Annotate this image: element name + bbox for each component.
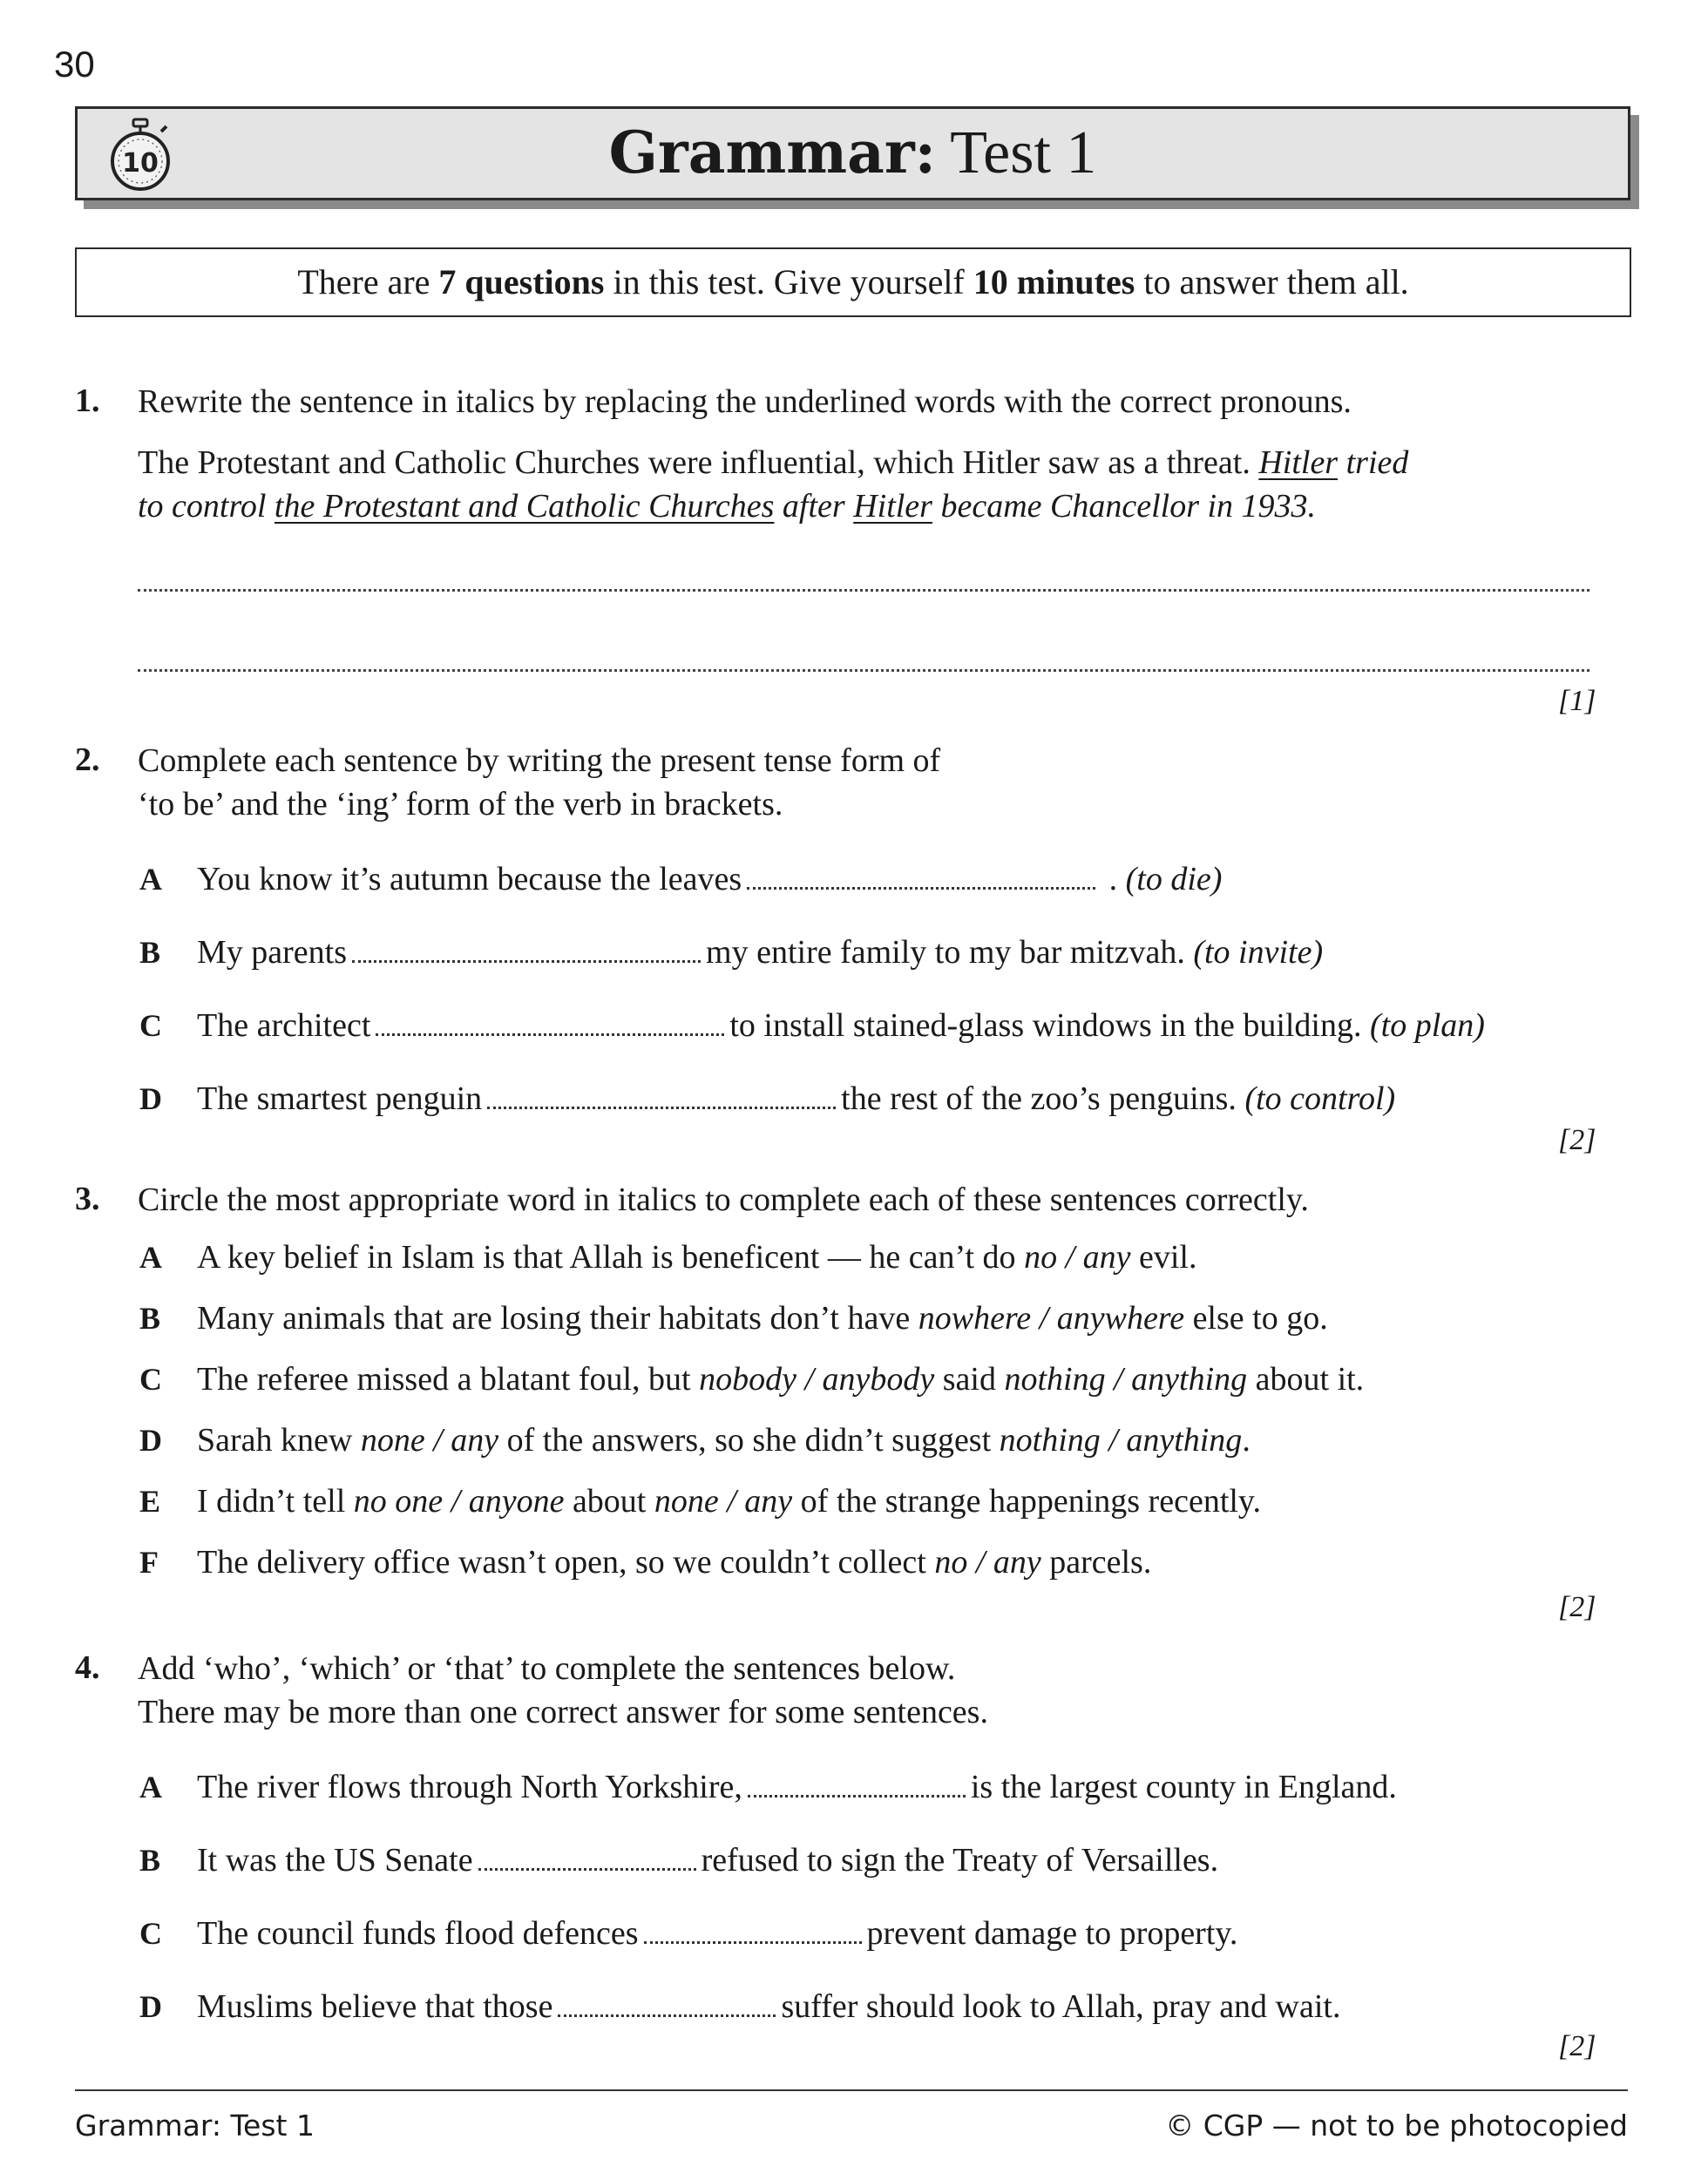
question-3-item-letter: A <box>139 1240 162 1275</box>
choice-options[interactable]: no one / anyone <box>353 1483 565 1520</box>
question-3-item-letter: E <box>139 1484 161 1519</box>
footer-right: © CGP — not to be photocopied <box>1165 2109 1628 2143</box>
timer-minutes: 10 <box>122 148 159 179</box>
question-4-item-b: It was the US Senate refused to sign the Treaty of Versailles. <box>197 1842 1219 1879</box>
question-1-sentence-line-2: to control the Protestant and Catholic Churches after Hitler became Chancellor in 1933. <box>138 488 1317 525</box>
choice-options[interactable]: nobody / anybody <box>699 1361 935 1398</box>
question-2-item-a: You know it’s autumn because the leaves . (to die) <box>197 861 1223 897</box>
question-2-item-letter: A <box>139 862 162 897</box>
question-4-number: 4. <box>75 1649 100 1686</box>
question-2-instruction-line-1: Complete each sentence by writing the present tense form of <box>138 742 941 779</box>
question-3-item-e: I didn’t tell no one / anyone about none / any of the strange happenings recently. <box>197 1483 1261 1520</box>
title-banner <box>75 106 1630 200</box>
answer-blank[interactable] <box>644 1915 862 1944</box>
question-4-instruction-line-1: Add ‘who’, ‘which’ or ‘that’ to complete the sentences below. <box>138 1650 956 1687</box>
question-2-item-c: The architect to install stained-glass windows in the building. (to plan) <box>197 1007 1485 1044</box>
answer-blank[interactable] <box>748 1769 966 1797</box>
question-3-instruction: Circle the most appropriate word in italics to complete each of these sentences correctly. <box>138 1181 1309 1218</box>
question-1-mark: [1] <box>1558 685 1596 717</box>
choice-options[interactable]: none / any <box>654 1483 793 1520</box>
question-3-item-f: The delivery office wasn’t open, so we couldn’t collect no / any parcels. <box>197 1544 1152 1581</box>
footer-rule <box>75 2089 1628 2091</box>
page-title: Grammar: Test 1 <box>608 118 1097 186</box>
question-3-item-letter: B <box>139 1301 161 1336</box>
choice-options[interactable]: nothing / anything <box>1004 1361 1248 1398</box>
question-3-mark: [2] <box>1558 1591 1596 1623</box>
question-1-instruction: Rewrite the sentence in italics by replacing the underlined words with the correct pronouns. <box>138 383 1352 420</box>
question-4-item-letter: A <box>139 1770 162 1804</box>
choice-options[interactable]: nothing / anything <box>999 1422 1243 1459</box>
answer-blank[interactable] <box>747 861 1095 890</box>
question-2-item-b: My parents my entire family to my bar mitzvah. (to invite) <box>197 934 1324 971</box>
question-3-number: 3. <box>75 1181 100 1217</box>
question-2-instruction-line-2: ‘to be’ and the ‘ing’ form of the verb in brackets. <box>138 786 783 823</box>
question-4-item-letter: C <box>139 1916 162 1951</box>
question-2-mark: [2] <box>1558 1124 1596 1156</box>
question-3-item-b: Many animals that are losing their habitats don’t have nowhere / anywhere else to go. <box>197 1300 1328 1337</box>
answer-blank[interactable] <box>478 1842 696 1871</box>
question-2-number: 2. <box>75 741 100 778</box>
choice-options[interactable]: no / any <box>1024 1239 1131 1276</box>
question-4-item-letter: D <box>139 1989 162 2024</box>
question-3-item-letter: F <box>139 1545 159 1580</box>
question-3-item-a: A key belief in Islam is that Allah is beneficent — he can’t do no / any evil. <box>197 1239 1197 1276</box>
question-4-item-d: Muslims believe that those suffer should look to Allah, pray and wait. <box>197 1988 1341 2025</box>
question-2-item-letter: B <box>139 935 161 970</box>
choice-options[interactable]: no / any <box>934 1544 1041 1581</box>
footer-left: Grammar: Test 1 <box>75 2109 315 2143</box>
answer-blank[interactable] <box>376 1007 724 1036</box>
question-2-item-letter: D <box>139 1081 162 1116</box>
question-4-instruction-line-2: There may be more than one correct answer for some sentences. <box>138 1694 988 1730</box>
choice-options[interactable]: none / any <box>360 1422 499 1459</box>
page-number: 30 <box>54 44 95 85</box>
question-4-item-c: The council funds flood defences prevent damage to property. <box>197 1915 1238 1952</box>
question-3-item-letter: D <box>139 1423 162 1458</box>
question-3-item-d: Sarah knew none / any of the answers, so she didn’t suggest nothing / anything. <box>197 1422 1250 1459</box>
question-1-number: 1. <box>75 383 100 419</box>
question-3-item-letter: C <box>139 1362 162 1397</box>
question-1-answer-line-2[interactable] <box>138 669 1589 672</box>
choice-options[interactable]: nowhere / anywhere <box>918 1300 1185 1337</box>
question-4-item-a: The river flows through North Yorkshire, is the largest county in England. <box>197 1769 1397 1805</box>
answer-blank[interactable] <box>487 1080 836 1109</box>
question-4-item-letter: B <box>139 1843 161 1878</box>
question-2-item-letter: C <box>139 1008 162 1043</box>
question-2-item-d: The smartest penguin the rest of the zoo’s penguins. (to control) <box>197 1080 1396 1117</box>
instructions-box: There are 7 questions in this test. Give yourself 10 minutes to answer them all. <box>75 247 1631 317</box>
question-4-mark: [2] <box>1558 2030 1596 2062</box>
answer-blank[interactable] <box>558 1988 776 2017</box>
question-3-item-c: The referee missed a blatant foul, but nobody / anybody said nothing / anything about it. <box>197 1361 1365 1398</box>
question-1-sentence-line-1: The Protestant and Catholic Churches were influential, which Hitler saw as a threat. Hitler tried <box>138 444 1409 481</box>
answer-blank[interactable] <box>352 934 701 963</box>
question-1-answer-line-1[interactable] <box>138 589 1589 592</box>
